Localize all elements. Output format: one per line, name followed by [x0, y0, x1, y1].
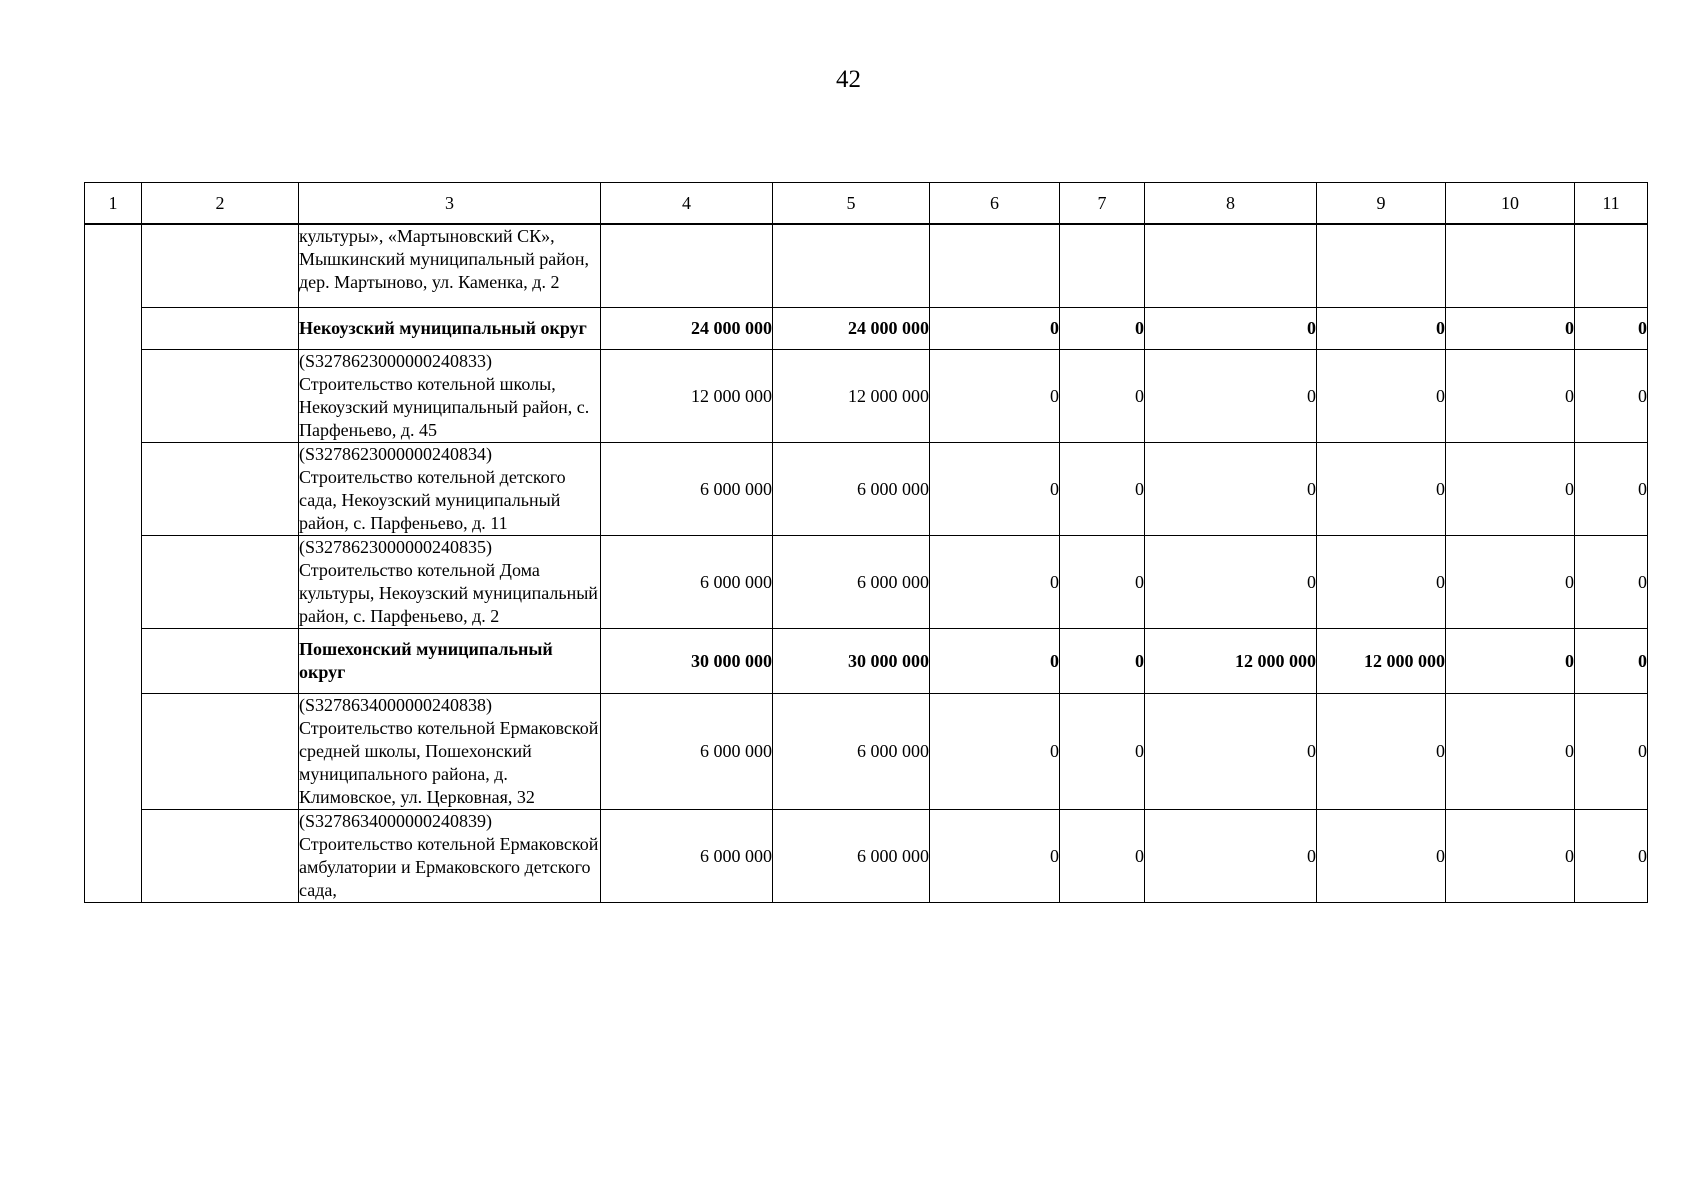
col2-cell: [142, 443, 299, 536]
value-cell: 0: [1060, 350, 1145, 443]
column-header: 9: [1317, 183, 1446, 225]
value-cell: 0: [1446, 536, 1575, 629]
col2-cell: [142, 224, 299, 308]
column-header: 8: [1145, 183, 1317, 225]
column-header: 5: [773, 183, 930, 225]
district-name-cell: Некоузский муниципальный округ: [299, 308, 601, 350]
value-cell: 12 000 000: [773, 350, 930, 443]
col2-cell: [142, 350, 299, 443]
value-cell: 0: [1446, 629, 1575, 694]
value-cell: 0: [1446, 810, 1575, 903]
value-cell: 0: [1575, 308, 1648, 350]
value-cell: 0: [930, 536, 1060, 629]
object-name-cell: (S3278623000000240833) Строительство котельной школы, Некоузский муниципальный район, с. Парфеньево, д. 45: [299, 350, 601, 443]
col2-cell: [142, 629, 299, 694]
value-cell: 0: [1060, 443, 1145, 536]
value-cell: [601, 224, 773, 308]
value-cell: 0: [1317, 443, 1446, 536]
value-cell: [930, 224, 1060, 308]
value-cell: [773, 224, 930, 308]
value-cell: 30 000 000: [773, 629, 930, 694]
value-cell: 0: [1145, 308, 1317, 350]
value-cell: 0: [930, 810, 1060, 903]
value-cell: 12 000 000: [1317, 629, 1446, 694]
value-cell: 24 000 000: [601, 308, 773, 350]
table-row: [85, 536, 1648, 629]
value-cell: [1575, 224, 1648, 308]
value-cell: [1145, 224, 1317, 308]
column-header: 1: [85, 183, 142, 225]
value-cell: [1060, 224, 1145, 308]
table-row: [85, 810, 1648, 903]
value-cell: 0: [1145, 694, 1317, 810]
col2-cell: [142, 308, 299, 350]
value-cell: 0: [930, 694, 1060, 810]
table-row: [85, 224, 1648, 308]
col1-cell: [85, 224, 142, 903]
col2-cell: [142, 810, 299, 903]
value-cell: [1446, 224, 1575, 308]
value-cell: 0: [1575, 694, 1648, 810]
value-cell: 0: [1575, 629, 1648, 694]
value-cell: 0: [1145, 810, 1317, 903]
value-cell: 6 000 000: [773, 443, 930, 536]
table-row: [85, 350, 1648, 443]
value-cell: 0: [1060, 308, 1145, 350]
column-header: 3: [299, 183, 601, 225]
value-cell: 0: [1145, 443, 1317, 536]
value-cell: [1317, 224, 1446, 308]
value-cell: 6 000 000: [601, 443, 773, 536]
column-header: 2: [142, 183, 299, 225]
table-row: [85, 694, 1648, 810]
value-cell: 0: [1145, 536, 1317, 629]
value-cell: 0: [1575, 443, 1648, 536]
value-cell: 0: [1575, 350, 1648, 443]
col2-cell: [142, 536, 299, 629]
value-cell: 12 000 000: [601, 350, 773, 443]
district-name-cell: Пошехонский муниципальный округ: [299, 629, 601, 694]
value-cell: 0: [1446, 443, 1575, 536]
column-header: 11: [1575, 183, 1648, 225]
column-header: 4: [601, 183, 773, 225]
value-cell: 6 000 000: [601, 810, 773, 903]
value-cell: 0: [1317, 810, 1446, 903]
value-cell: 0: [1145, 350, 1317, 443]
value-cell: 12 000 000: [1145, 629, 1317, 694]
column-header: 10: [1446, 183, 1575, 225]
column-header: 7: [1060, 183, 1145, 225]
value-cell: 6 000 000: [773, 810, 930, 903]
value-cell: 0: [930, 350, 1060, 443]
column-header: 6: [930, 183, 1060, 225]
value-cell: 0: [1317, 308, 1446, 350]
value-cell: 0: [1317, 536, 1446, 629]
value-cell: 6 000 000: [601, 536, 773, 629]
column-number-row: [85, 183, 1648, 225]
value-cell: 0: [1317, 350, 1446, 443]
object-name-cell: (S3278634000000240838) Строительство котельной Ермаковской средней школы, Пошехонский муниципального района, д. Климовское, ул. Церковная, 32: [299, 694, 601, 810]
object-name-cell: (S3278623000000240835) Строительство котельной Дома культуры, Некоузский муниципальный район, с. Парфеньево, д. 2: [299, 536, 601, 629]
value-cell: 0: [1060, 629, 1145, 694]
value-cell: 0: [1575, 810, 1648, 903]
value-cell: 0: [1575, 536, 1648, 629]
object-name-cell: (S3278623000000240834) Строительство котельной детского сада, Некоузский муниципальный район, с. Парфеньево, д. 11: [299, 443, 601, 536]
value-cell: 0: [930, 629, 1060, 694]
col2-cell: [142, 694, 299, 810]
value-cell: 0: [930, 308, 1060, 350]
value-cell: 6 000 000: [773, 536, 930, 629]
page-number: 42: [836, 66, 861, 93]
value-cell: 24 000 000: [773, 308, 930, 350]
object-name-cell: культуры», «Мартыновский СК», Мышкинский муниципальный район, дер. Мартыново, ул. Каменка, д. 2: [299, 224, 601, 308]
value-cell: 30 000 000: [601, 629, 773, 694]
value-cell: 0: [1060, 694, 1145, 810]
value-cell: 0: [1060, 810, 1145, 903]
value-cell: 0: [1060, 536, 1145, 629]
subtotal-row: [85, 629, 1648, 694]
value-cell: 0: [930, 443, 1060, 536]
subtotal-row: [85, 308, 1648, 350]
object-name-cell: (S3278634000000240839) Строительство котельной Ермаковской амбулатории и Ермаковского детского сада,: [299, 810, 601, 903]
value-cell: 6 000 000: [601, 694, 773, 810]
budget-table: [84, 182, 1648, 903]
value-cell: 0: [1446, 350, 1575, 443]
value-cell: 0: [1446, 694, 1575, 810]
value-cell: 0: [1446, 308, 1575, 350]
value-cell: 6 000 000: [773, 694, 930, 810]
value-cell: 0: [1317, 694, 1446, 810]
table-row: [85, 443, 1648, 536]
